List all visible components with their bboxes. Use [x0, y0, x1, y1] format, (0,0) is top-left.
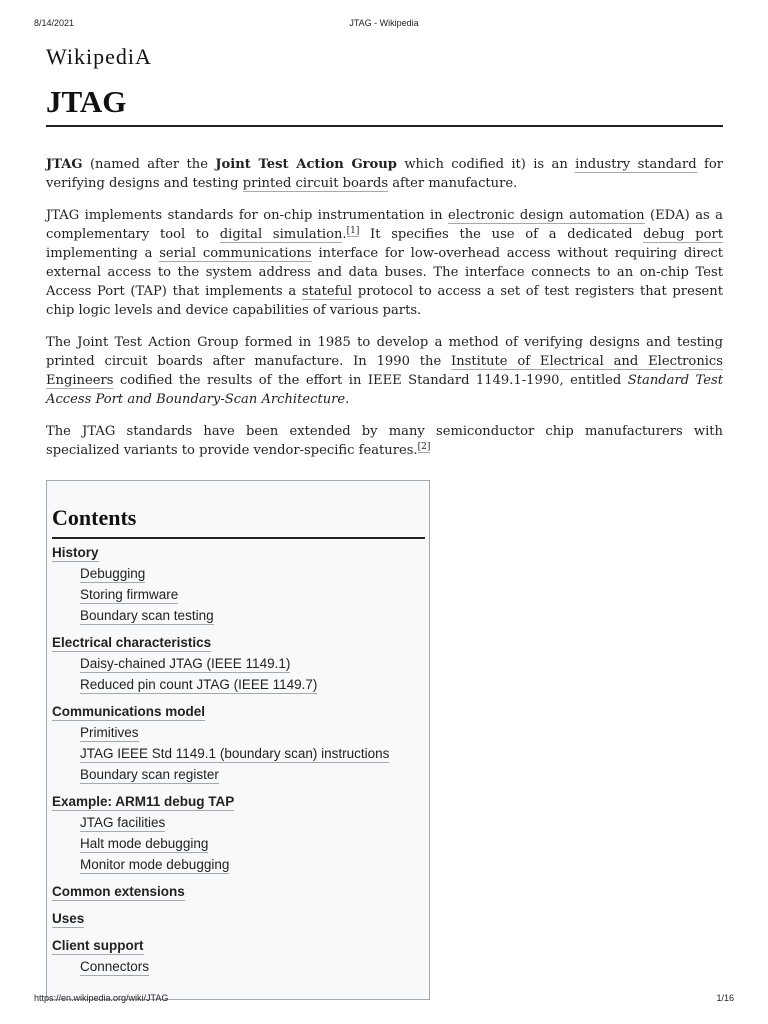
toc-link-example-arm11-debug-tap[interactable]: Example: ARM11 debug TAP	[52, 794, 235, 809]
toc-subitem	[80, 814, 425, 832]
print-page-number: 1/16	[716, 993, 734, 1003]
toc-link-common-extensions[interactable]: Common extensions	[52, 884, 185, 899]
reference-1[interactable]	[347, 226, 360, 237]
title-divider	[46, 125, 723, 127]
toc-link-boundary-scan-register[interactable]: Boundary scan register	[80, 767, 219, 782]
toc-section	[52, 937, 425, 976]
toc-subitem	[80, 586, 425, 604]
toc-subitem	[80, 724, 425, 742]
toc-section	[52, 703, 425, 784]
link-industry-standard[interactable]: industry standard	[575, 157, 697, 172]
toc-subitem	[80, 676, 425, 694]
link-debug-port[interactable]: debug port	[643, 227, 723, 242]
toc-sublist	[52, 724, 425, 784]
toc-link-storing-firmware[interactable]: Storing firmware	[80, 587, 179, 602]
toc-link-boundary-scan-testing[interactable]: Boundary scan testing	[80, 608, 214, 623]
toc-link-halt-mode-debugging[interactable]: Halt mode debugging	[80, 836, 209, 851]
toc-link-history[interactable]: History	[52, 545, 99, 560]
toc-subitem	[80, 766, 425, 784]
page-title: JTAG	[46, 84, 127, 119]
toc-link-reduced-pin-count-jtag-ieee-1149-7[interactable]: Reduced pin count JTAG (IEEE 1149.7)	[80, 677, 318, 692]
link-stateful[interactable]: stateful	[301, 284, 353, 299]
toc-link-jtag-facilities[interactable]: JTAG facilities	[80, 815, 166, 830]
toc-subitem	[80, 565, 425, 583]
link-serial-communications[interactable]: serial communications	[159, 246, 312, 261]
print-footer	[0, 993, 768, 1007]
toc-sublist	[52, 814, 425, 874]
toc-link-primitives[interactable]: Primitives	[80, 725, 139, 740]
toc-sublist	[52, 565, 425, 625]
toc-subitem	[80, 856, 425, 874]
print-header	[0, 18, 768, 32]
toc-title: Contents	[52, 505, 425, 539]
standard-title-italic: Standard Test Access Port and Boundary-Scan Architecture	[46, 373, 723, 407]
toc-section	[52, 634, 425, 694]
print-date: 8/14/2021	[34, 18, 75, 28]
toc-link-communications-model[interactable]: Communications model	[52, 704, 206, 719]
link-electronic-design-automation[interactable]: electronic design automation	[448, 208, 645, 223]
link-ieee[interactable]: Institute of Electrical and Electronics Engineers	[46, 354, 723, 388]
article-body	[46, 155, 723, 473]
toc-section	[52, 910, 425, 928]
toc-subitem	[80, 607, 425, 625]
toc-link-debugging[interactable]: Debugging	[80, 566, 146, 581]
toc-link-client-support[interactable]: Client support	[52, 938, 144, 953]
intro-paragraph-4: The JTAG standards have been extended by many semiconductor chip manufacturers with specialized variants to provide vendor-specific features.[2]	[46, 424, 723, 458]
toc-section	[52, 544, 425, 625]
toc-subitem	[80, 745, 425, 763]
toc-link-uses[interactable]: Uses	[52, 911, 85, 926]
toc-link-connectors[interactable]: Connectors	[80, 959, 150, 974]
toc-list	[52, 544, 425, 985]
wikipedia-wordmark[interactable]: WikipediA	[46, 44, 152, 69]
reference-2[interactable]	[418, 442, 431, 453]
toc-sublist	[52, 958, 425, 976]
toc-subitem	[80, 655, 425, 673]
toc-subitem	[80, 835, 425, 853]
bold-term-jtag: JTAG	[46, 157, 83, 172]
intro-paragraph-2: JTAG implements standards for on-chip instrumentation in electronic design automation (EDA) as a complementary tool to digital simulation.[1] It specifies the use of a dedicated debug port implementing a serial communications interface for low-overhead access without requiring direct external access to the system address and data buses. The interface connects to an on-chip Test Access Port (TAP) that implements a stateful protocol to access a set of test registers that present chip logic levels and device capabilities of various parts.	[46, 208, 723, 318]
link-printed-circuit-boards[interactable]: printed circuit boards	[242, 176, 389, 191]
reference-1-link[interactable]: [1]	[346, 225, 360, 236]
print-url: https://en.wikipedia.org/wiki/JTAG	[34, 993, 169, 1003]
print-title: JTAG - Wikipedia	[349, 18, 419, 28]
toc-link-electrical-characteristics[interactable]: Electrical characteristics	[52, 635, 212, 650]
toc-link-monitor-mode-debugging[interactable]: Monitor mode debugging	[80, 857, 230, 872]
intro-paragraph-1: JTAG (named after the Joint Test Action Group which codified it) is an industry standard for verifying designs and testing printed circuit boards after manufacture.	[46, 157, 723, 191]
reference-2-link[interactable]: [2]	[417, 441, 431, 452]
toc-section	[52, 883, 425, 901]
intro-paragraph-3: The Joint Test Action Group formed in 1985 to develop a method of verifying designs and testing printed circuit boards after manufacture. In 1990 the Institute of Electrical and Electronics Engineers codified the results of the effort in IEEE Standard 1149.1-1990, entitled Standard Test Access Port and Boundary-Scan Architecture.	[46, 335, 723, 407]
bold-term-joint-test-action-group: Joint Test Action Group	[215, 157, 397, 172]
table-of-contents	[46, 480, 430, 1000]
toc-sublist	[52, 655, 425, 694]
link-digital-simulation[interactable]: digital simulation	[219, 227, 343, 242]
toc-section	[52, 793, 425, 874]
toc-link-jtag-ieee-std-1149-1-boundary-scan-instructions[interactable]: JTAG IEEE Std 1149.1 (boundary scan) instructions	[80, 746, 390, 761]
toc-subitem	[80, 958, 425, 976]
toc-link-daisy-chained-jtag-ieee-1149-1[interactable]: Daisy-chained JTAG (IEEE 1149.1)	[80, 656, 291, 671]
